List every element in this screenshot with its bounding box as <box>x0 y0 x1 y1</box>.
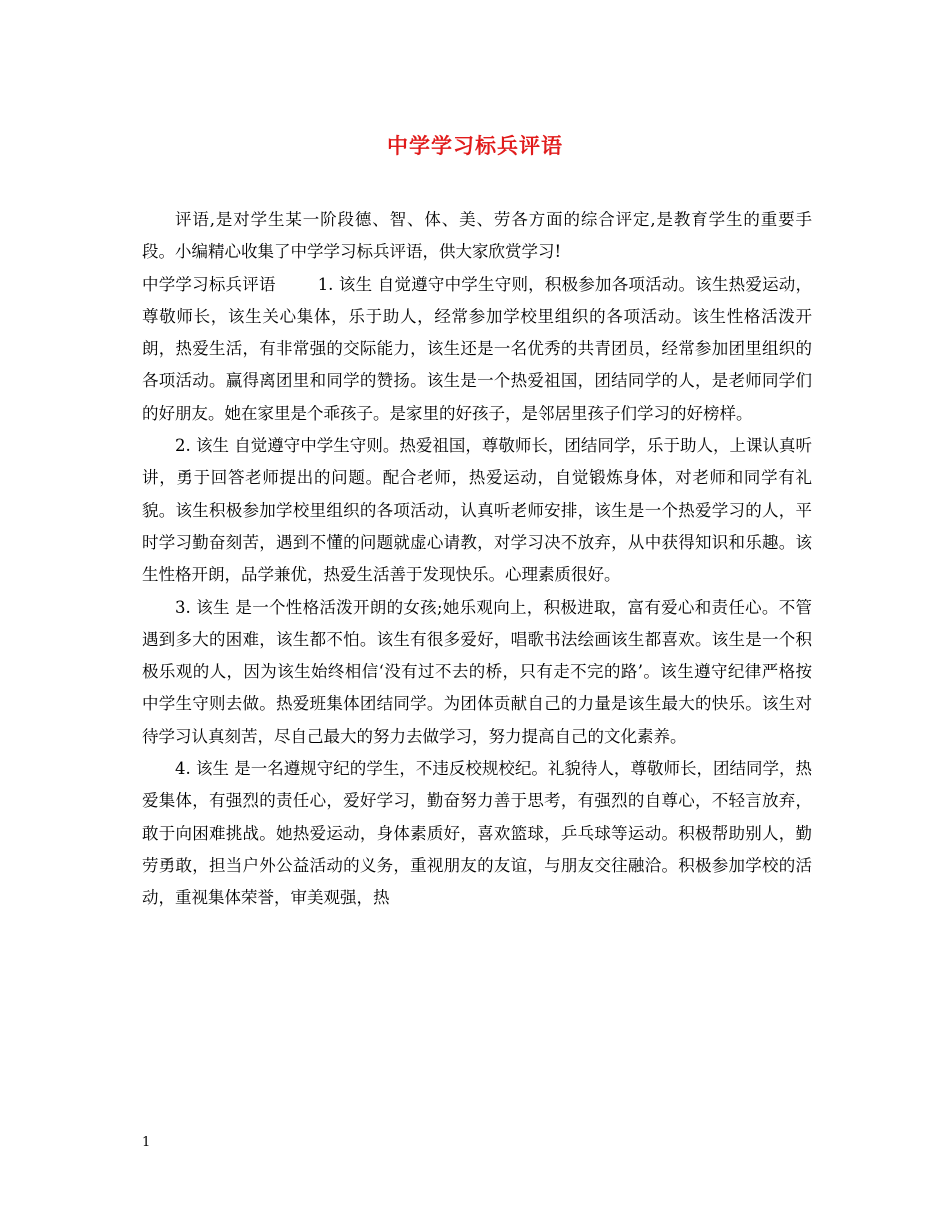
page-number: 1 <box>142 1135 151 1150</box>
item-3-paragraph: 3. 该生 是一个性格活泼开朗的女孩;她乐观向上，积极进取，富有爱心和责任心。不管遇到多大的困难，该生都不怕。该生有很多爱好，唱歌书法绘画该生都喜欢。该生是一个积极乐观的人，因为该生始终相信‘没有过不去的桥，只有走不完的路’。该生遵守纪律严格按中学生守则去做。热爱班集体团结同学。为团体贡献自己的力量是该生最大的快乐。该生对待学习认真刻苦，尽自己最大的努力去做学习，努力提高自己的文化素养。 <box>142 597 812 746</box>
first-item-paragraph <box>142 269 812 430</box>
document-title: 中学学习标兵评语 <box>387 133 563 158</box>
intro-paragraph: 评语,是对学生某一阶段德、智、体、美、劳各方面的综合评定,是教育学生的重要手段。小编精心收集了中学学习标兵评语，供大家欣赏学习! <box>142 210 812 262</box>
section-label: 中学学习标兵评语 <box>142 274 276 294</box>
item-2-paragraph: 2. 该生 自觉遵守中学生守则。热爱祖国，尊敬师长，团结同学，乐于助人，上课认真听讲，勇于回答老师提出的问题。配合老师，热爱运动，自觉锻炼身体，对老师和同学有礼貌。该生积极参加学校里组织的各项活动，认真听老师安排，该生是一个热爱学习的人，平时学习勤奋刻苦，遇到不懂的问题就虚心请教，对学习决不放弃，从中获得知识和乐趣。该生性格开朗，品学兼优，热爱生活善于发现快乐。心理素质很好。 <box>142 436 812 585</box>
item-1-text: 1. 该生 自觉遵守中学生守则，积极参加各项活动。该生热爱运动，尊敬师长，该生关心集体，乐于助人，经常参加学校里组织的各项活动。该生性格活泼开朗，热爱生活，有非常强的交际能力，该生还是一名优秀的共青团员，经常参加团里组织的各项活动。赢得离团里和同学的赞扬。该生是一个热爱祖国，团结同学的人，是老师同学们的好朋友。她在家里是个乖孩子。是家里的好孩子，是邻居里孩子们学习的好榜样。 <box>142 274 813 423</box>
document-body <box>142 204 812 915</box>
item-4-paragraph: 4. 该生 是一名遵规守纪的学生，不违反校规校纪。礼貌待人，尊敬师长，团结同学，热爱集体，有强烈的责任心，爱好学习，勤奋努力善于思考，有强烈的自尊心，不轻言放弃，敢于向困难挑战。她热爱运动，身体素质好，喜欢篮球，乒乓球等运动。积极帮助别人，勤劳勇敢，担当户外公益活动的义务，重视朋友的友谊，与朋友交往融洽。积极参加学校的活动，重视集体荣誉，审美观强，热 <box>142 759 812 908</box>
